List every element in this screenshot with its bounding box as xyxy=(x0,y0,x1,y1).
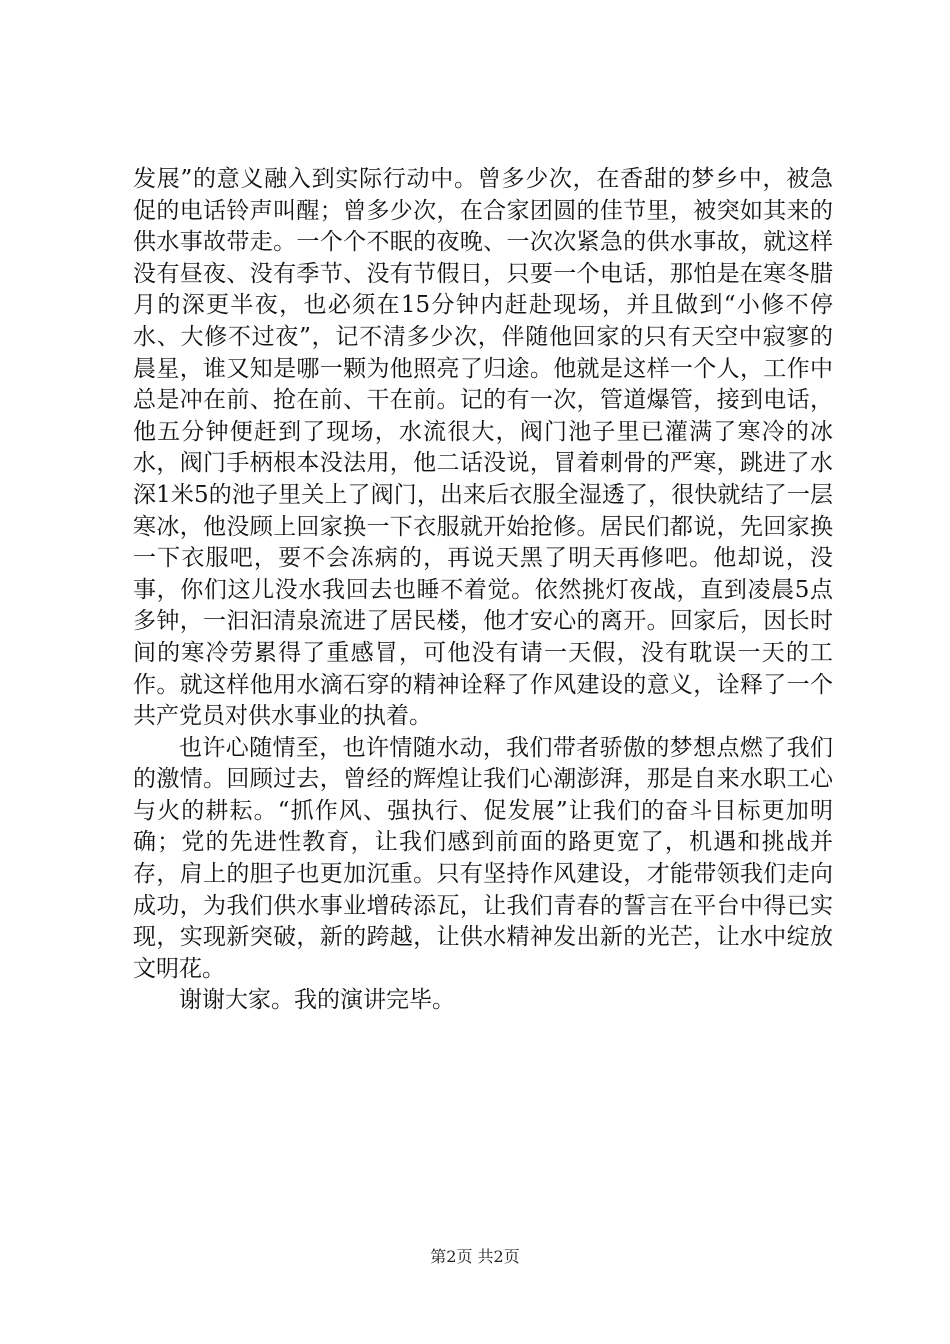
document-body xyxy=(133,164,833,1017)
page-number-indicator: 第2页 共2页 xyxy=(430,1247,520,1266)
paragraph-closing: 谢谢大家。我的演讲完毕。 xyxy=(179,987,455,1014)
paragraph-continuation: 发展”的意义融入到实际行动中。曾多少次，在香甜的梦乡中，被急促的电话铃声叫醒；曾多少次，在合家团圆的佳节里，被突如其来的供水事故带走。一个个不眠的夜晚、一次次紧急的供水事故，就这样没有昼夜、没有季节、没有节假日，只要一个电话，那怕是在寒冬腊月的深更半夜，也必须在15分钟内赶赴现场，并且做到“小修不停水、大修不过夜”，记不清多少次，伴随他回家的只有天空中寂寥的晨星，谁又知是哪一颗为他照亮了归途。他就是这样一个人，工作中总是冲在前、抢在前、干在前。记的有一次，管道爆管，接到电话，他五分钟便赶到了现场，水流很大，阀门池子里已灌满了寒冷的冰水，阀门手柄根本没法用，他二话没说，冒着刺骨的严寒，跳进了水深1米5的池子里关上了阀门，出来后衣服全湿透了，很快就结了一层寒冰，他没顾上回家换一下衣服就开始抢修。居民们都说，先回家换一下衣服吧，要不会冻病的，再说天黑了明天再修吧。他却说，没事，你们这儿没水我回去也睡不着觉。依然挑灯夜战，直到凌晨5点多钟，一汩汩清泉流进了居民楼，他才安心的离开。回家后，因长时间的寒冷劳累得了重感冒，可他没有请一天假，没有耽误一天的工作。就这样他用水滴石穿的精神诠释了作风建设的意义，诠释了一个共产党员对供水事业的执着。 xyxy=(133,166,833,730)
paragraph-reflection: 也许心随情至，也许情随水动，我们带者骄傲的梦想点燃了我们的激情。回顾过去，曾经的辉煌让我们心潮澎湃，那是自来水职工心与火的耕耘。“抓作风、强执行、促发展”让我们的奋斗目标更加明确；党的先进性教育，让我们感到前面的路更宽了，机遇和挑战并存，肩上的胆子也更加沉重。只有坚持作风建设，才能带领我们走向成功，为我们供水事业增砖添瓦，让我们青春的誓言在平台中得已实现，实现新突破，新的跨越，让供水精神发出新的光芒，让水中绽放文明花。 xyxy=(133,734,833,982)
page-footer xyxy=(0,1244,950,1267)
